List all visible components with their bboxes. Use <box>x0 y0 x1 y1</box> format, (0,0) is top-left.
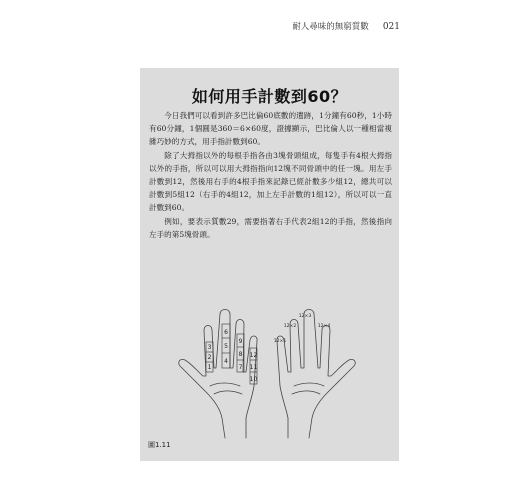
finger-label: 12×4 <box>317 324 331 329</box>
bone-number: 3 <box>207 344 212 351</box>
bone-number: 6 <box>224 329 228 336</box>
book-title: 耐人尋味的無窮質數 <box>292 22 369 32</box>
box-title: 如何用手計數到60？ <box>191 87 348 106</box>
figure-caption: 圖1.11 <box>148 441 171 449</box>
bone-number: 4 <box>224 358 228 365</box>
box-body <box>149 109 392 241</box>
hands-illustration <box>140 290 399 440</box>
bone-number: 8 <box>238 351 243 358</box>
bone-number: 7 <box>238 364 243 371</box>
page-number: 021 <box>382 22 400 32</box>
bone-number: 9 <box>238 338 243 345</box>
finger-label: 12×3 <box>298 314 312 319</box>
paragraph: 例如，要表示質數29，需要指著右手代表2組12的手指，然後指向左手的第5塊骨頭。 <box>149 216 392 239</box>
bone-number: 1 <box>207 364 212 371</box>
bone-number: 11 <box>249 364 258 371</box>
hands-figure <box>140 290 399 440</box>
bone-number: 2 <box>207 354 212 361</box>
left-hand-outline <box>179 310 257 439</box>
finger-label: 12×1 <box>273 339 287 344</box>
finger-label: 12×2 <box>283 324 297 329</box>
bone-number: 12 <box>249 352 258 359</box>
bone-number: 5 <box>224 343 228 350</box>
running-header <box>292 20 400 32</box>
sidebar-box <box>140 68 399 461</box>
bone-number: 10 <box>249 376 258 383</box>
paragraph: 除了大拇指以外的每根手指各由3塊骨頭組成，每隻手有4根大拇指以外的手指，所以可以用大拇指指向12塊不同骨頭中的任一塊。用左手計數到12，然後用右手的4根手指來記錄已經計數多少組12，總共可以計數到5組12（右手的4組12，加上左手計數的1組12），所以可以一直計數到60。 <box>149 150 392 213</box>
paragraph: 今日我們可以看到許多巴比倫60底數的遺跡，1分鐘有60秒，1小時有60分鐘，1個圓是360＝6×60度，證據顯示，巴比倫人以一種相當複雜巧妙的方式，用手指計數到60。 <box>149 111 392 147</box>
